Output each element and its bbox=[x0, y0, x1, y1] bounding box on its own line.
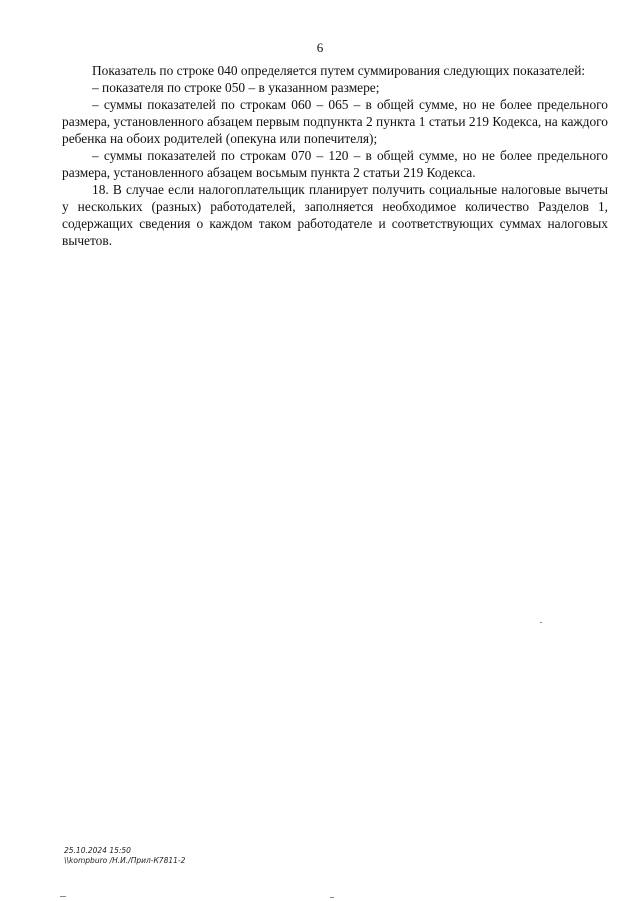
paragraph-item-18: 18. В случае если налогоплательщик планирует получить социальные налоговые вычеты у нескольких (разных) работодателей, заполняется необходимое количество Разделов 1, содержащих сведения о каждом таком работодателе и соответствующих суммах налоговых вычетов. bbox=[62, 182, 608, 248]
paragraph-lines-070-120: – суммы показателей по строкам 070 – 120 – в общей сумме, но не более предельного размера, установленного абзацем восьмым пункта 2 статьи 219 Кодекса. bbox=[62, 148, 608, 180]
footer-file-ref: \\kompburo /Н.И./Прил-К7811-2 bbox=[64, 856, 186, 865]
footer-datetime: 25.10.2024 15:50 bbox=[64, 846, 131, 855]
footer-stamp bbox=[64, 846, 185, 866]
paragraph-line-040-definition: Показатель по строке 040 определяется путем суммирования следующих показателей: bbox=[92, 63, 586, 78]
scan-speck bbox=[540, 622, 542, 623]
page-number: 6 bbox=[316, 40, 324, 55]
paragraph-line-050: – показателя по строке 050 – в указанном размере; bbox=[92, 80, 380, 95]
document-body bbox=[62, 62, 608, 249]
scan-speck bbox=[60, 896, 66, 897]
scan-speck bbox=[330, 897, 334, 898]
paragraph-lines-060-065: – суммы показателей по строкам 060 – 065 – в общей сумме, но не более предельного размера, установленного абзацем первым подпункта 2 пункта 1 статьи 219 Кодекса, на каждого ребенка на обоих родителей (опекуна или попечителя); bbox=[62, 97, 608, 146]
